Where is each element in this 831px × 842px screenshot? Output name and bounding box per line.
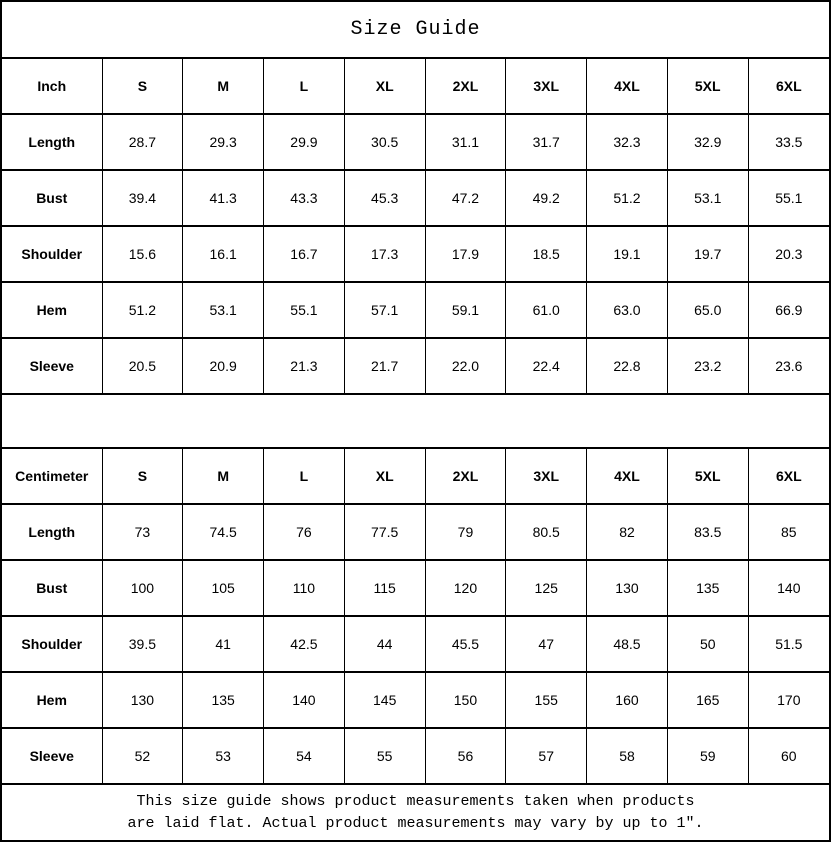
measurement-row <box>2 728 829 784</box>
row-label: Sleeve <box>2 728 102 784</box>
measurement-row <box>2 616 829 672</box>
row-label: Length <box>2 504 102 560</box>
column-header-m: M <box>183 58 264 114</box>
measurement-cell: 51.5 <box>748 616 829 672</box>
column-header-2xl: 2XL <box>425 58 506 114</box>
measurement-cell: 77.5 <box>344 504 425 560</box>
column-header-2xl: 2XL <box>425 448 506 504</box>
measurement-cell: 165 <box>667 672 748 728</box>
measurement-cell: 57.1 <box>344 282 425 338</box>
measurement-cell: 32.3 <box>587 114 668 170</box>
measurement-row <box>2 226 829 282</box>
column-header-l: L <box>264 448 345 504</box>
measurement-cell: 19.1 <box>587 226 668 282</box>
column-header-xl: XL <box>344 448 425 504</box>
row-label: Hem <box>2 672 102 728</box>
measurement-cell: 29.3 <box>183 114 264 170</box>
measurement-cell: 31.7 <box>506 114 587 170</box>
measurement-cell: 18.5 <box>506 226 587 282</box>
measurement-cell: 59 <box>667 728 748 784</box>
measurement-cell: 41.3 <box>183 170 264 226</box>
measurement-cell: 63.0 <box>587 282 668 338</box>
measurement-cell: 45.3 <box>344 170 425 226</box>
measurement-cell: 45.5 <box>425 616 506 672</box>
measurement-cell: 16.1 <box>183 226 264 282</box>
measurement-cell: 130 <box>102 672 183 728</box>
column-header-4xl: 4XL <box>587 448 668 504</box>
column-header-m: M <box>183 448 264 504</box>
measurement-cell: 20.9 <box>183 338 264 394</box>
measurement-row <box>2 504 829 560</box>
measurement-cell: 41 <box>183 616 264 672</box>
measurement-cell: 61.0 <box>506 282 587 338</box>
measurement-cell: 66.9 <box>748 282 829 338</box>
measurement-cell: 39.5 <box>102 616 183 672</box>
footer-note <box>2 785 829 840</box>
measurement-cell: 76 <box>264 504 345 560</box>
measurement-cell: 74.5 <box>183 504 264 560</box>
measurement-cell: 21.7 <box>344 338 425 394</box>
measurement-cell: 55.1 <box>748 170 829 226</box>
measurement-cell: 58 <box>587 728 668 784</box>
measurement-cell: 54 <box>264 728 345 784</box>
measurement-cell: 55 <box>344 728 425 784</box>
measurement-cell: 59.1 <box>425 282 506 338</box>
measurement-cell: 43.3 <box>264 170 345 226</box>
measurement-cell: 48.5 <box>587 616 668 672</box>
measurement-cell: 47.2 <box>425 170 506 226</box>
measurement-cell: 17.3 <box>344 226 425 282</box>
measurement-cell: 135 <box>183 672 264 728</box>
measurement-cell: 125 <box>506 560 587 616</box>
measurement-cell: 52 <box>102 728 183 784</box>
measurement-cell: 56 <box>425 728 506 784</box>
measurement-cell: 160 <box>587 672 668 728</box>
measurement-cell: 53.1 <box>667 170 748 226</box>
measurement-cell: 47 <box>506 616 587 672</box>
measurement-cell: 115 <box>344 560 425 616</box>
row-label: Bust <box>2 560 102 616</box>
column-header-xl: XL <box>344 58 425 114</box>
column-header-s: S <box>102 448 183 504</box>
column-header-3xl: 3XL <box>506 58 587 114</box>
measurement-cell: 110 <box>264 560 345 616</box>
column-header-3xl: 3XL <box>506 448 587 504</box>
unit-header-inch: Inch <box>2 58 102 114</box>
unit-header-centimeter: Centimeter <box>2 448 102 504</box>
column-header-l: L <box>264 58 345 114</box>
measurement-cell: 79 <box>425 504 506 560</box>
measurement-cell: 83.5 <box>667 504 748 560</box>
measurement-cell: 105 <box>183 560 264 616</box>
measurement-cell: 20.3 <box>748 226 829 282</box>
row-label: Shoulder <box>2 616 102 672</box>
measurement-row <box>2 170 829 226</box>
column-header-s: S <box>102 58 183 114</box>
column-header-5xl: 5XL <box>667 58 748 114</box>
measurement-row <box>2 114 829 170</box>
measurement-cell: 29.9 <box>264 114 345 170</box>
measurement-cell: 53 <box>183 728 264 784</box>
measurement-cell: 44 <box>344 616 425 672</box>
measurement-cell: 17.9 <box>425 226 506 282</box>
row-label: Shoulder <box>2 226 102 282</box>
measurement-row <box>2 672 829 728</box>
measurement-cell: 85 <box>748 504 829 560</box>
measurement-cell: 42.5 <box>264 616 345 672</box>
measurement-cell: 65.0 <box>667 282 748 338</box>
measurement-cell: 51.2 <box>102 282 183 338</box>
measurement-cell: 60 <box>748 728 829 784</box>
measurement-cell: 57 <box>506 728 587 784</box>
row-label: Sleeve <box>2 338 102 394</box>
row-label: Bust <box>2 170 102 226</box>
measurement-cell: 20.5 <box>102 338 183 394</box>
measurement-cell: 15.6 <box>102 226 183 282</box>
measurement-cell: 73 <box>102 504 183 560</box>
measurement-cell: 100 <box>102 560 183 616</box>
measurement-cell: 16.7 <box>264 226 345 282</box>
measurement-cell: 51.2 <box>587 170 668 226</box>
row-label: Hem <box>2 282 102 338</box>
measurement-cell: 30.5 <box>344 114 425 170</box>
measurement-cell: 150 <box>425 672 506 728</box>
measurement-cell: 82 <box>587 504 668 560</box>
measurement-cell: 31.1 <box>425 114 506 170</box>
measurement-row <box>2 282 829 338</box>
column-header-5xl: 5XL <box>667 448 748 504</box>
measurement-cell: 170 <box>748 672 829 728</box>
measurement-cell: 80.5 <box>506 504 587 560</box>
inch-header-row <box>2 58 829 114</box>
measurement-cell: 120 <box>425 560 506 616</box>
centimeter-table <box>2 447 829 785</box>
measurement-cell: 130 <box>587 560 668 616</box>
measurement-row <box>2 338 829 394</box>
measurement-cell: 55.1 <box>264 282 345 338</box>
measurement-cell: 23.6 <box>748 338 829 394</box>
column-header-6xl: 6XL <box>748 58 829 114</box>
measurement-cell: 19.7 <box>667 226 748 282</box>
measurement-cell: 140 <box>264 672 345 728</box>
centimeter-header-row <box>2 448 829 504</box>
measurement-cell: 22.8 <box>587 338 668 394</box>
measurement-cell: 21.3 <box>264 338 345 394</box>
measurement-cell: 23.2 <box>667 338 748 394</box>
measurement-cell: 50 <box>667 616 748 672</box>
measurement-cell: 39.4 <box>102 170 183 226</box>
measurement-cell: 135 <box>667 560 748 616</box>
inch-table <box>2 57 829 395</box>
column-header-6xl: 6XL <box>748 448 829 504</box>
table-spacer <box>2 395 829 447</box>
measurement-cell: 49.2 <box>506 170 587 226</box>
page-title: Size Guide <box>350 18 481 41</box>
measurement-cell: 22.4 <box>506 338 587 394</box>
column-header-4xl: 4XL <box>587 58 668 114</box>
measurement-cell: 155 <box>506 672 587 728</box>
measurement-cell: 22.0 <box>425 338 506 394</box>
measurement-cell: 32.9 <box>667 114 748 170</box>
footer-line-1: This size guide shows product measurements taken when products <box>136 792 695 810</box>
measurement-cell: 140 <box>748 560 829 616</box>
measurement-cell: 28.7 <box>102 114 183 170</box>
footer-line-2: are laid flat. Actual product measurements may vary by up to 1″. <box>127 814 704 832</box>
measurement-cell: 145 <box>344 672 425 728</box>
measurement-cell: 53.1 <box>183 282 264 338</box>
measurement-cell: 33.5 <box>748 114 829 170</box>
measurement-row <box>2 560 829 616</box>
row-label: Length <box>2 114 102 170</box>
